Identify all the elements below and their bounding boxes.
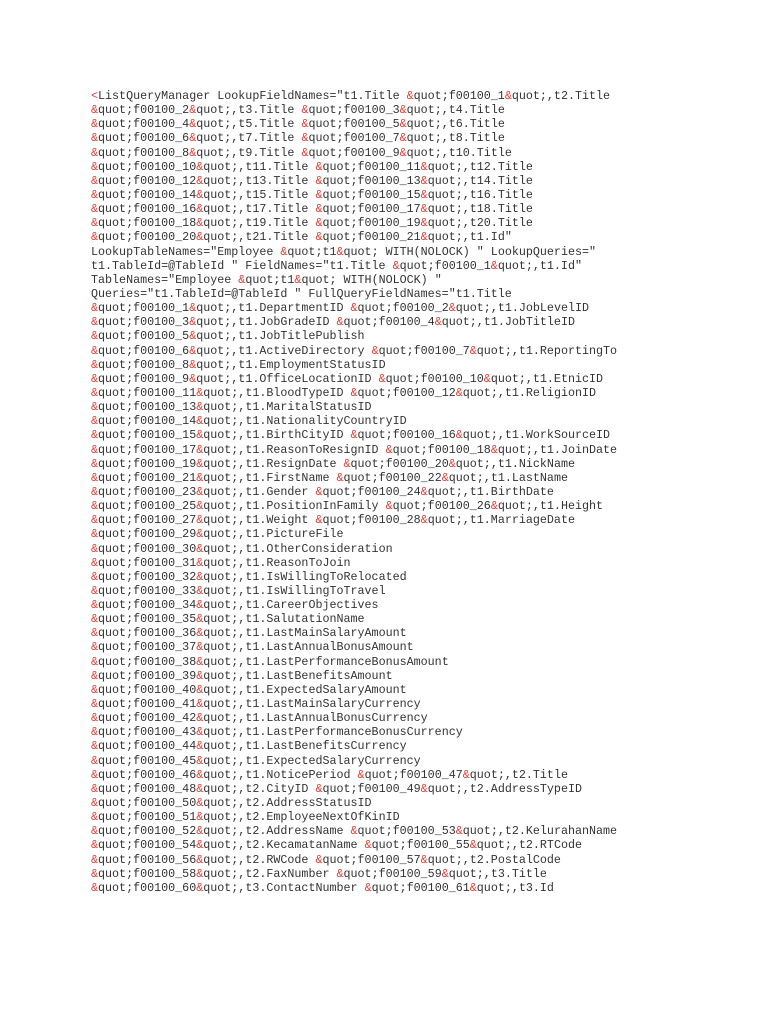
- code-line: LookupTableNames="Employee &quot;t1&quot; WITH(NOLOCK) " LookupQueries=": [91, 244, 597, 259]
- code-line: &quot;f00100_12&quot;,t13.Title &quot;f00100_13&quot;,t14.Title: [91, 173, 533, 188]
- code-line: &quot;f00100_13&quot;,t1.MaritalStatusID: [91, 400, 372, 415]
- code-line: &quot;f00100_32&quot;,t1.IsWillingToRelocated: [91, 569, 407, 584]
- code-line: &quot;f00100_14&quot;,t15.Title &quot;f00100_15&quot;,t16.Title: [91, 187, 533, 202]
- code-line: &quot;f00100_36&quot;,t1.LastMainSalaryAmount: [91, 626, 407, 641]
- code-line: &quot;f00100_37&quot;,t1.LastAnnualBonusAmount: [91, 640, 414, 655]
- code-line: &quot;f00100_4&quot;,t5.Title &quot;f00100_5&quot;,t6.Title: [91, 117, 505, 132]
- code-line: t1.TableId=@TableId " FieldNames="t1.Title &quot;f00100_1&quot;,t1.Id": [91, 258, 582, 273]
- code-line: &quot;f00100_11&quot;,t1.BloodTypeID &quot;f00100_12&quot;,t1.ReligionID: [91, 385, 597, 400]
- code-line: &quot;f00100_20&quot;,t21.Title &quot;f00100_21&quot;,t1.Id": [91, 230, 512, 245]
- code-line: &quot;f00100_3&quot;,t1.JobGradeID &quot;f00100_4&quot;,t1.JobTitleID: [91, 315, 575, 330]
- code-line: &quot;f00100_40&quot;,t1.ExpectedSalaryAmount: [91, 682, 407, 697]
- code-line: &quot;f00100_2&quot;,t3.Title &quot;f00100_3&quot;,t4.Title: [91, 103, 505, 118]
- code-line: &quot;f00100_21&quot;,t1.FirstName &quot;f00100_22&quot;,t1.LastName: [91, 470, 568, 485]
- code-line: &quot;f00100_33&quot;,t1.IsWillingToTravel: [91, 583, 386, 598]
- code-line: &quot;f00100_8&quot;,t9.Title &quot;f00100_9&quot;,t10.Title: [91, 145, 512, 160]
- code-line: &quot;f00100_31&quot;,t1.ReasonToJoin: [91, 555, 351, 570]
- code-line: &quot;f00100_35&quot;,t1.SalutationName: [91, 612, 365, 627]
- code-line: &quot;f00100_6&quot;,t1.ActiveDirectory &quot;f00100_7&quot;,t1.ReportingTo: [91, 343, 618, 358]
- code-line: <ListQueryManager LookupFieldNames="t1.Title &quot;f00100_1&quot;,t2.Title: [91, 89, 611, 103]
- code-line: &quot;f00100_14&quot;,t1.NationalityCountryID: [91, 414, 407, 429]
- code-line: &quot;f00100_45&quot;,t1.ExpectedSalaryCurrency: [91, 753, 421, 768]
- code-line: &quot;f00100_43&quot;,t1.LastPerformanceBonusCurrency: [91, 725, 463, 740]
- code-line: &quot;f00100_29&quot;,t1.PictureFile: [91, 527, 344, 542]
- code-line: &quot;f00100_30&quot;,t1.OtherConsideration: [91, 541, 393, 556]
- code-line: &quot;f00100_19&quot;,t1.ResignDate &quot;f00100_20&quot;,t1.NickName: [91, 456, 575, 471]
- code-line: &quot;f00100_46&quot;,t1.NoticePeriod &quot;f00100_47&quot;,t2.Title: [91, 767, 568, 782]
- code-line: &quot;f00100_52&quot;,t2.AddressName &quot;f00100_53&quot;,t2.KelurahanName: [91, 824, 618, 839]
- code-line: &quot;f00100_1&quot;,t1.DepartmentID &quot;f00100_2&quot;,t1.JobLevelID: [91, 301, 590, 316]
- code-line: &quot;f00100_9&quot;,t1.OfficeLocationID &quot;f00100_10&quot;,t1.EtnicID: [91, 371, 604, 386]
- code-line: &quot;f00100_56&quot;,t2.RWCode &quot;f00100_57&quot;,t2.PostalCode: [91, 852, 561, 867]
- code-line: &quot;f00100_34&quot;,t1.CareerObjectives: [91, 598, 379, 613]
- code-line: &quot;f00100_41&quot;,t1.LastMainSalaryCurrency: [91, 697, 421, 712]
- code-line: Queries="t1.TableId=@TableId " FullQueryFieldNames="t1.Title: [91, 286, 512, 301]
- code-line: &quot;f00100_25&quot;,t1.PositionInFamily &quot;f00100_26&quot;,t1.Height: [91, 499, 604, 514]
- code-line: &quot;f00100_27&quot;,t1.Weight &quot;f00100_28&quot;,t1.MarriageDate: [91, 513, 575, 528]
- code-line: &quot;f00100_38&quot;,t1.LastPerformanceBonusAmount: [91, 654, 449, 669]
- code-line: &quot;f00100_58&quot;,t2.FaxNumber &quot;f00100_59&quot;,t3.Title: [91, 866, 547, 881]
- code-line: &quot;f00100_50&quot;,t2.AddressStatusID: [91, 796, 372, 811]
- code-line: &quot;f00100_5&quot;,t1.JobTitlePublish: [91, 329, 365, 344]
- code-line: TableNames="Employee &quot;t1&quot; WITH(NOLOCK) ": [91, 272, 442, 287]
- xml-code-block: [91, 89, 751, 895]
- code-line: &quot;f00100_18&quot;,t19.Title &quot;f00100_19&quot;,t20.Title: [91, 216, 533, 231]
- code-line: &quot;f00100_8&quot;,t1.EmploymentStatusID: [91, 357, 386, 372]
- code-line: &quot;f00100_42&quot;,t1.LastAnnualBonusCurrency: [91, 711, 428, 726]
- code-line: &quot;f00100_15&quot;,t1.BirthCityID &quot;f00100_16&quot;,t1.WorkSourceID: [91, 428, 611, 443]
- code-line: &quot;f00100_44&quot;,t1.LastBenefitsCurrency: [91, 739, 407, 754]
- code-line: &quot;f00100_39&quot;,t1.LastBenefitsAmount: [91, 668, 393, 683]
- code-line: &quot;f00100_6&quot;,t7.Title &quot;f00100_7&quot;,t8.Title: [91, 131, 505, 146]
- code-line: &quot;f00100_48&quot;,t2.CityID &quot;f00100_49&quot;,t2.AddressTypeID: [91, 781, 582, 796]
- code-line: &quot;f00100_16&quot;,t17.Title &quot;f00100_17&quot;,t18.Title: [91, 202, 533, 217]
- code-line: &quot;f00100_54&quot;,t2.KecamatanName &quot;f00100_55&quot;,t2.RTCode: [91, 838, 583, 853]
- code-line: &quot;f00100_51&quot;,t2.EmployeeNextOfKinID: [91, 810, 400, 825]
- code-line: &quot;f00100_23&quot;,t1.Gender &quot;f00100_24&quot;,t1.BirthDate: [91, 484, 554, 499]
- code-line: &quot;f00100_60&quot;,t3.ContactNumber &quot;f00100_61&quot;,t3.Id: [91, 880, 554, 895]
- code-line: &quot;f00100_17&quot;,t1.ReasonToResignID &quot;f00100_18&quot;,t1.JoinDate: [91, 442, 618, 457]
- code-line: &quot;f00100_10&quot;,t11.Title &quot;f00100_11&quot;,t12.Title: [91, 159, 533, 174]
